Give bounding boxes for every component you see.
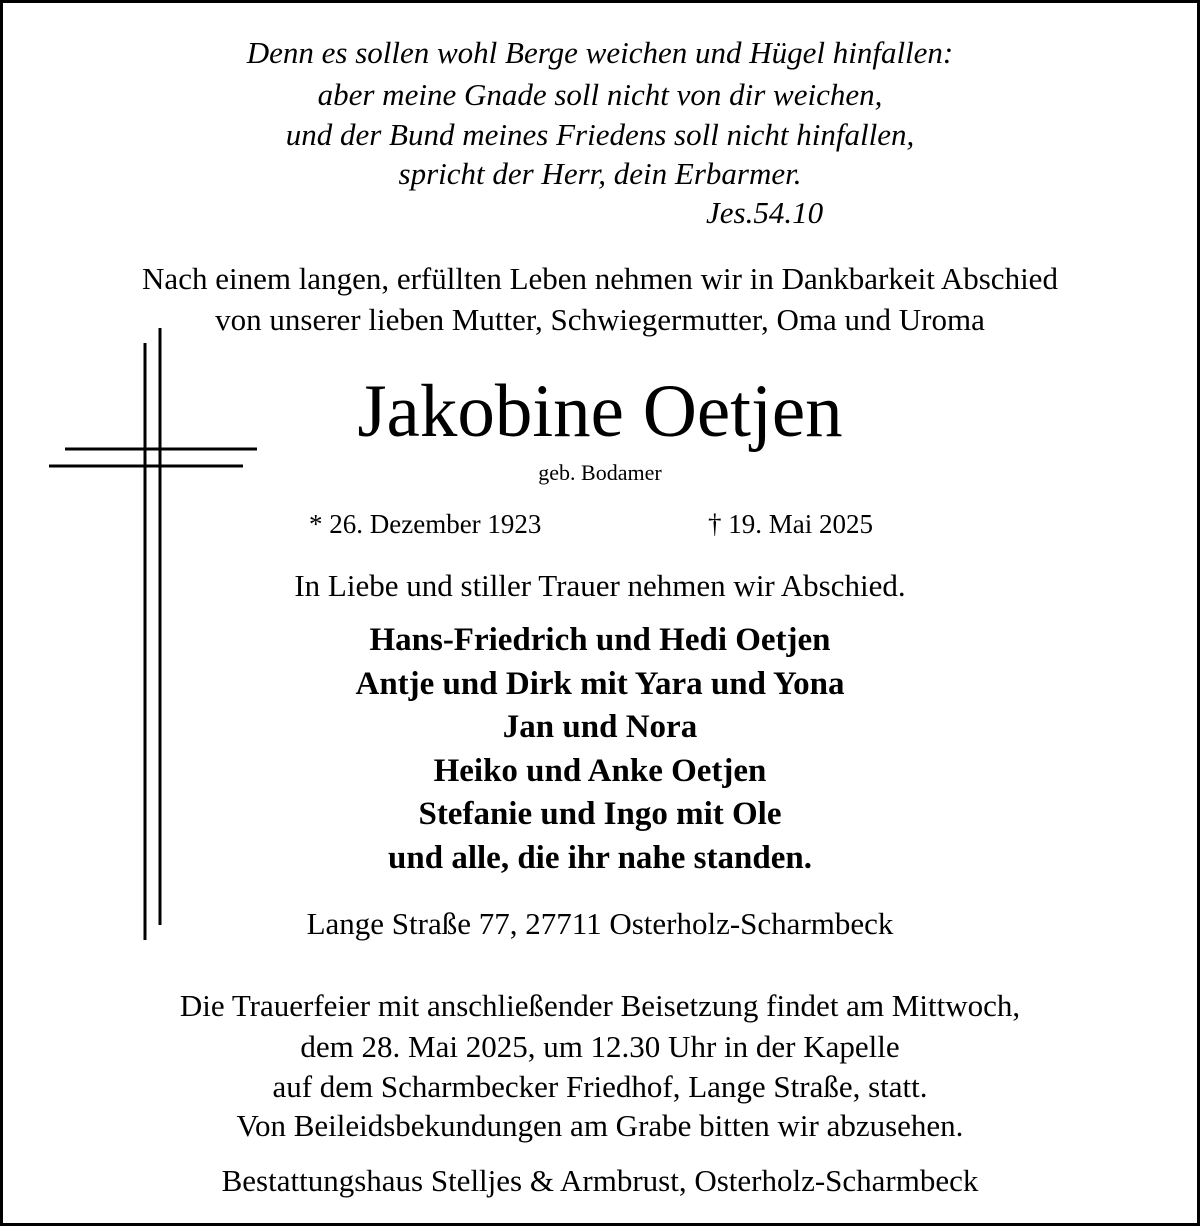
verse-line-4: spricht der Herr, dein Erbarmer.: [398, 156, 802, 191]
family-member: Stefanie und Ingo mit Ole: [418, 796, 782, 832]
intro-line-1: Nach einem langen, erfüllten Leben nehmen wir in Dankbarkeit Abschied: [142, 261, 1058, 296]
birth-date: * 26. Dezember 1923: [309, 509, 542, 539]
service-line-4: Von Beileidsbekundungen am Grabe bitten wir abzusehen.: [236, 1108, 964, 1143]
deceased-name: Jakobine Oetjen: [357, 370, 843, 453]
service-line-2: dem 28. Mai 2025, um 12.30 Uhr in der Kapelle: [300, 1029, 900, 1064]
funeral-home: Bestattungshaus Stelljes & Armbrust, Osterholz-Scharmbeck: [221, 1163, 979, 1198]
family-member: Heiko und Anke Oetjen: [433, 753, 767, 789]
verse-reference: Jes.54.10: [706, 195, 824, 230]
verse-line-2: aber meine Gnade soll nicht von dir weichen,: [317, 77, 883, 112]
family-member: Antje und Dirk mit Yara und Yona: [355, 666, 845, 702]
family-member: Jan und Nora: [502, 709, 698, 745]
family-member: Hans-Friedrich und Hedi Oetjen: [369, 622, 831, 658]
address: Lange Straße 77, 27711 Osterholz-Scharmbeck: [306, 906, 894, 941]
family-member: und alle, die ihr nahe standen.: [388, 840, 812, 876]
mourning-statement: In Liebe und stiller Trauer nehmen wir Abschied.: [294, 568, 906, 603]
intro-line-2: von unserer lieben Mutter, Schwiegermutter, Oma und Uroma: [215, 302, 985, 337]
verse-line-1: Denn es sollen wohl Berge weichen und Hügel hinfallen:: [246, 35, 954, 70]
service-line-3: auf dem Scharmbecker Friedhof, Lange Straße, statt.: [272, 1069, 928, 1104]
death-date: † 19. Mai 2025: [708, 509, 873, 539]
maiden-name: geb. Bodamer: [538, 460, 662, 485]
verse-line-3: und der Bund meines Friedens soll nicht hinfallen,: [285, 117, 915, 152]
service-line-1: Die Trauerfeier mit anschließender Beisetzung findet am Mittwoch,: [179, 988, 1021, 1023]
